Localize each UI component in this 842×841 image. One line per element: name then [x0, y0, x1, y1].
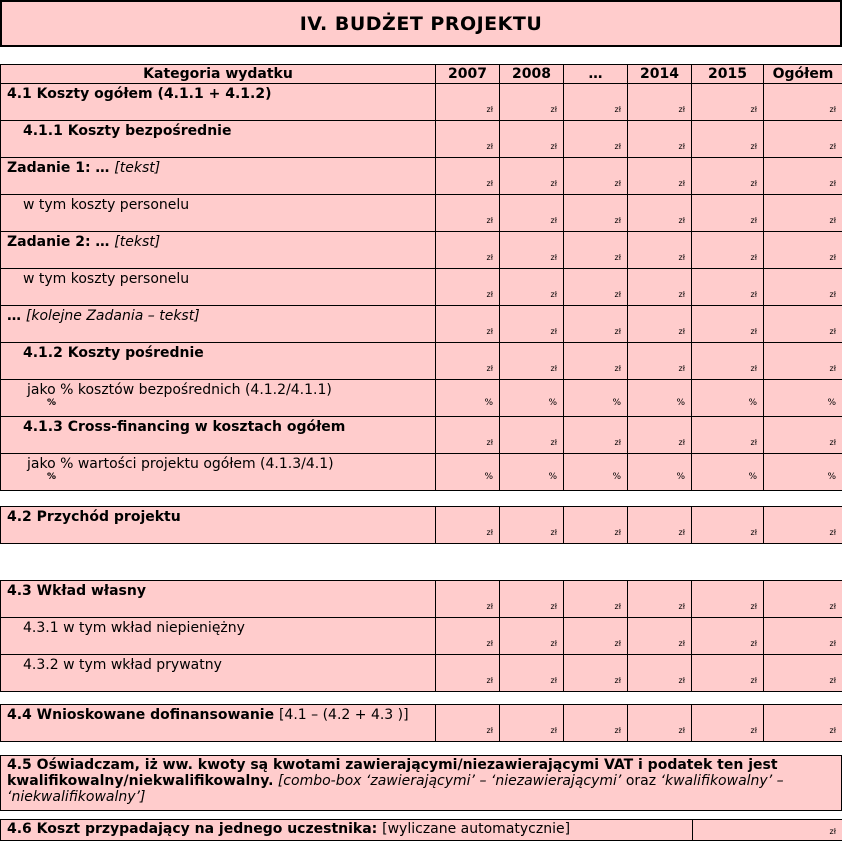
value-cell[interactable]: zł	[436, 232, 500, 269]
value-cell[interactable]: %	[436, 454, 500, 491]
row-label-text: jako % kosztów bezpośrednich (4.1.2/4.1.1)	[27, 382, 332, 398]
value-cell[interactable]: zł	[692, 84, 764, 121]
vat-combo-hint[interactable]: [combo-box ‘zawierającymi’ – ‘niezawierającymi’	[278, 773, 622, 789]
value-cell[interactable]: zł	[692, 618, 764, 655]
vat-combo-hint-2[interactable]: ‘kwalifikowalny’ – ‘niekwalifikowalny’]	[7, 773, 784, 805]
value-cell[interactable]: zł	[692, 195, 764, 232]
requested-funding-table	[0, 704, 842, 742]
value-cell[interactable]: zł	[692, 232, 764, 269]
table-row	[1, 820, 842, 841]
row-label: 4.3.2 w tym wkład prywatny	[1, 655, 436, 692]
value-cell[interactable]: %	[764, 380, 842, 417]
value-cell[interactable]: zł	[436, 655, 500, 692]
value-cell[interactable]: %	[764, 454, 842, 491]
value-cell[interactable]: zł	[628, 343, 692, 380]
value-cell[interactable]: zł	[436, 417, 500, 454]
row-label: 4.1.3 Cross-financing w kosztach ogółem	[1, 417, 436, 454]
value-cell[interactable]: zł	[500, 655, 564, 692]
row-label: 4.3 Wkład własny	[1, 581, 436, 618]
row-label: 4.1.2 Koszty pośrednie	[1, 343, 436, 380]
value-cell[interactable]: zł	[500, 269, 564, 306]
row-label	[1, 454, 436, 491]
value-cell[interactable]: zł	[628, 84, 692, 121]
page-title: IV. BUDŻET PROJEKTU	[0, 0, 842, 47]
income-table	[0, 506, 842, 544]
table-row	[1, 705, 842, 742]
value-cell[interactable]: zł	[692, 705, 764, 742]
value-cell[interactable]: zł	[628, 195, 692, 232]
value-cell[interactable]: %	[500, 454, 564, 491]
value-cell[interactable]: zł	[628, 705, 692, 742]
value-cell[interactable]: zł	[500, 121, 564, 158]
value-cell[interactable]: zł	[564, 306, 628, 343]
cost-per-participant-table	[0, 819, 842, 841]
value-cell[interactable]: zł	[436, 195, 500, 232]
value-cell[interactable]: zł	[436, 705, 500, 742]
value-cell[interactable]: zł	[692, 306, 764, 343]
value-cell[interactable]: zł	[564, 581, 628, 618]
value-cell[interactable]: zł	[764, 417, 842, 454]
row-label-text: Zadanie 2: …	[7, 234, 114, 250]
table-row	[1, 581, 842, 618]
row-label: w tym koszty personelu	[1, 195, 436, 232]
table-row	[1, 454, 842, 491]
header-year: 2014	[628, 65, 692, 84]
value-cell[interactable]: zł	[764, 507, 842, 544]
row-label-text: …	[7, 308, 26, 324]
value-cell[interactable]: zł	[764, 84, 842, 121]
value-cell[interactable]: %	[628, 380, 692, 417]
row-label-hint: [wyliczane automatycznie]	[382, 821, 570, 837]
table-row	[1, 417, 842, 454]
value-cell[interactable]: zł	[564, 618, 628, 655]
header-year: …	[564, 65, 628, 84]
value-cell[interactable]: zł	[500, 618, 564, 655]
value-cell[interactable]: zł	[500, 195, 564, 232]
table-row	[1, 618, 842, 655]
value-cell[interactable]: zł	[500, 417, 564, 454]
vat-declaration-text: 4.5 Oświadczam, iż ww. kwoty są kwotami zawierającymi/niezawierającymi VAT i podatek ten jest kwalifikowalny/niekwalifikowalny.	[7, 757, 778, 789]
value-cell[interactable]: zł	[628, 121, 692, 158]
value-cell[interactable]: zł	[500, 705, 564, 742]
table-row	[1, 84, 842, 121]
value-cell[interactable]: zł	[564, 507, 628, 544]
value-cell[interactable]: zł	[628, 655, 692, 692]
value-cell[interactable]: zł	[692, 343, 764, 380]
table-row	[1, 655, 842, 692]
percent-unit: %	[47, 472, 56, 482]
value-cell[interactable]: zł	[564, 655, 628, 692]
value-cell[interactable]: zł	[436, 158, 500, 195]
header-category: Kategoria wydatku	[1, 65, 436, 84]
value-cell[interactable]: zł	[692, 507, 764, 544]
header-year: 2015	[692, 65, 764, 84]
value-cell[interactable]: zł	[500, 581, 564, 618]
value-cell[interactable]: zł	[692, 158, 764, 195]
value-cell[interactable]: zł	[692, 269, 764, 306]
row-label: 4.3.1 w tym wkład niepieniężny	[1, 618, 436, 655]
row-label	[1, 380, 436, 417]
value-cell[interactable]: %	[436, 380, 500, 417]
value-cell[interactable]: zł	[500, 232, 564, 269]
value-cell[interactable]: zł	[436, 306, 500, 343]
value-cell[interactable]: zł	[564, 232, 628, 269]
value-cell[interactable]: zł	[628, 306, 692, 343]
row-label	[1, 158, 436, 195]
row-label: 4.1 Koszty ogółem (4.1.1 + 4.1.2)	[1, 84, 436, 121]
value-cell[interactable]: %	[692, 380, 764, 417]
table-row	[1, 121, 842, 158]
value-cell[interactable]: zł	[436, 343, 500, 380]
value-cell[interactable]: %	[500, 380, 564, 417]
table-row	[1, 380, 842, 417]
value-cell[interactable]: zł	[628, 581, 692, 618]
value-cell[interactable]: zł	[764, 269, 842, 306]
row-label	[1, 306, 436, 343]
value-cell[interactable]: zł	[628, 158, 692, 195]
value-cell[interactable]: zł	[764, 705, 842, 742]
header-row	[1, 65, 842, 84]
budget-table	[0, 64, 842, 491]
row-label-hint: [kolejne Zadania – tekst]	[26, 308, 200, 324]
value-cell[interactable]: zł	[764, 232, 842, 269]
value-cell[interactable]: zł	[564, 121, 628, 158]
own-contribution-table	[0, 580, 842, 692]
value-cell[interactable]: zł	[500, 343, 564, 380]
value-cell[interactable]: zł	[436, 618, 500, 655]
value-cell[interactable]: zł	[436, 581, 500, 618]
header-total: Ogółem	[764, 65, 842, 84]
value-cell[interactable]: zł	[436, 121, 500, 158]
header-year: 2007	[436, 65, 500, 84]
table-row	[1, 232, 842, 269]
row-label	[1, 705, 436, 742]
value-cell[interactable]: zł	[564, 343, 628, 380]
value-cell[interactable]: zł	[500, 158, 564, 195]
value-cell[interactable]: zł	[628, 232, 692, 269]
value-cell[interactable]: zł	[564, 417, 628, 454]
value-cell[interactable]: zł	[628, 507, 692, 544]
row-label: 4.2 Przychód projektu	[1, 507, 436, 544]
row-label-formula: [4.1 – (4.2 + 4.3 )]	[279, 707, 409, 723]
value-cell[interactable]: zł	[500, 306, 564, 343]
value-cell[interactable]: zł	[564, 195, 628, 232]
value-cell[interactable]: %	[564, 454, 628, 491]
value-cell[interactable]: zł	[628, 618, 692, 655]
value-cell[interactable]: zł	[564, 84, 628, 121]
row-label: 4.1.1 Koszty bezpośrednie	[1, 121, 436, 158]
row-label-hint: [tekst]	[114, 160, 160, 176]
value-cell[interactable]: %	[564, 380, 628, 417]
value-cell[interactable]: zł	[764, 121, 842, 158]
row-label-text: jako % wartości projektu ogółem (4.1.3/4.1)	[27, 456, 334, 472]
value-cell[interactable]: zł	[764, 343, 842, 380]
value-cell[interactable]: zł	[628, 417, 692, 454]
value-cell[interactable]: zł	[764, 158, 842, 195]
value-cell[interactable]: zł	[764, 195, 842, 232]
value-cell[interactable]: zł	[692, 581, 764, 618]
value-cell[interactable]: zł	[692, 417, 764, 454]
table-row	[1, 269, 842, 306]
value-cell[interactable]: %	[628, 454, 692, 491]
table-row	[1, 158, 842, 195]
table-row	[1, 195, 842, 232]
value-cell[interactable]: zł	[436, 84, 500, 121]
value-cell[interactable]: zł	[500, 507, 564, 544]
value-cell[interactable]: zł	[564, 705, 628, 742]
row-label	[1, 820, 693, 841]
table-row	[1, 343, 842, 380]
row-label-text: 4.4 Wnioskowane dofinansowanie	[7, 707, 279, 723]
value-cell[interactable]: zł	[764, 618, 842, 655]
value-cell[interactable]: zł	[628, 269, 692, 306]
value-cell[interactable]: zł	[436, 269, 500, 306]
value-cell[interactable]: zł	[564, 158, 628, 195]
row-label: w tym koszty personelu	[1, 269, 436, 306]
value-cell[interactable]: zł	[764, 581, 842, 618]
value-cell[interactable]: %	[692, 454, 764, 491]
row-label-hint: [tekst]	[114, 234, 160, 250]
value-cell[interactable]: zł	[692, 655, 764, 692]
vat-combo-hint-joiner: oraz	[626, 773, 656, 789]
header-year: 2008	[500, 65, 564, 84]
row-label-text: Zadanie 1: …	[7, 160, 114, 176]
value-cell[interactable]: zł	[764, 655, 842, 692]
table-row	[1, 306, 842, 343]
percent-unit: %	[47, 398, 56, 408]
table-row	[1, 507, 842, 544]
value-cell[interactable]: zł	[436, 507, 500, 544]
vat-declaration	[0, 755, 842, 811]
value-cell[interactable]: zł	[692, 121, 764, 158]
value-cell[interactable]: zł	[693, 820, 842, 841]
value-cell[interactable]: zł	[564, 269, 628, 306]
row-label	[1, 232, 436, 269]
value-cell[interactable]: zł	[500, 84, 564, 121]
row-label-text: 4.6 Koszt przypadający na jednego uczestnika:	[7, 821, 382, 837]
value-cell[interactable]: zł	[764, 306, 842, 343]
